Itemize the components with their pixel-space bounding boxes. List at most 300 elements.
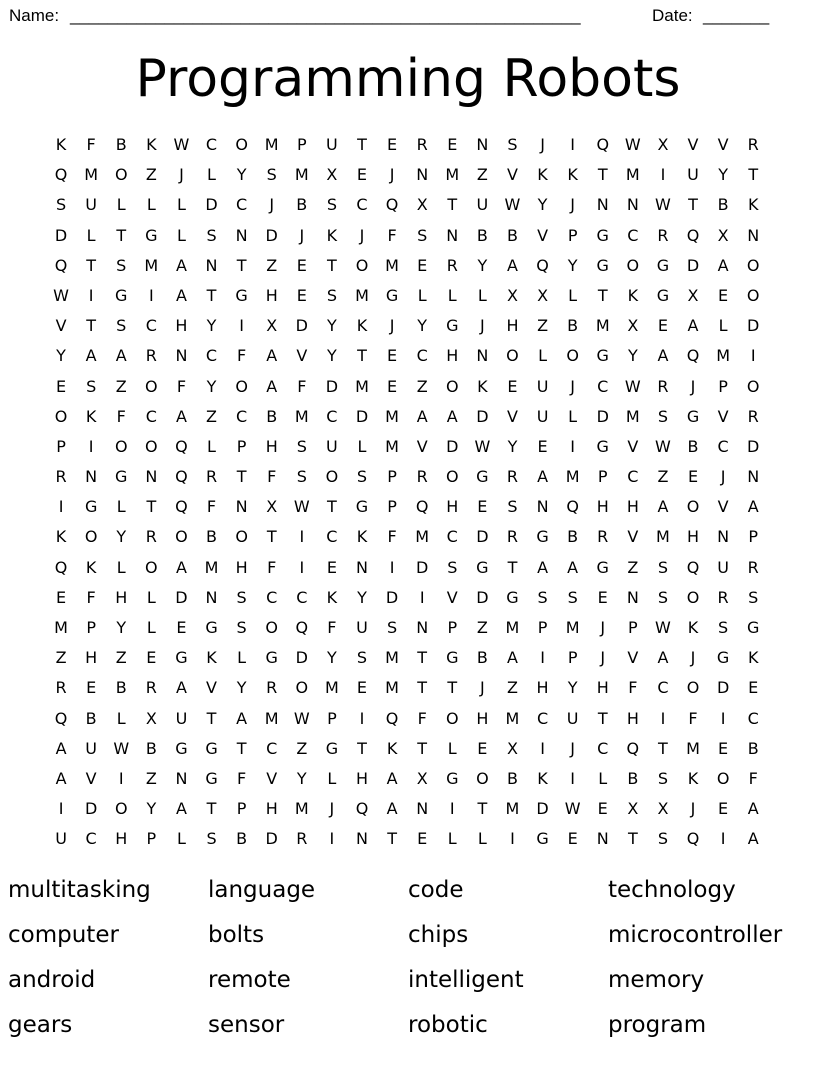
grid-letter: L <box>357 436 367 456</box>
grid-letter: P <box>56 436 66 456</box>
grid-letter: S <box>748 587 759 607</box>
grid-letter: R <box>205 467 218 487</box>
grid-letter: N <box>596 195 609 215</box>
grid-letter: Q <box>175 436 188 456</box>
grid-letter: M <box>385 678 399 698</box>
grid-letter: U <box>717 557 729 577</box>
grid-letter: C <box>326 527 338 547</box>
grid-letter: O <box>506 346 519 366</box>
grid-letter: V <box>446 587 458 607</box>
grid-letter: T <box>357 738 367 758</box>
date-label: Date: <box>652 6 693 25</box>
grid-row <box>46 190 776 220</box>
grid-letter: J <box>389 316 395 336</box>
grid-letter: G <box>446 316 459 336</box>
grid-row <box>46 704 776 734</box>
grid-letter: K <box>386 738 398 758</box>
grid-letter: M <box>355 285 369 305</box>
grid-letter: Y <box>357 587 367 607</box>
grid-letter: E <box>55 587 67 607</box>
grid-letter: P <box>718 376 728 396</box>
grid-letter: J <box>179 165 184 185</box>
grid-letter: T <box>387 829 397 849</box>
grid-letter: I <box>570 768 575 788</box>
grid-letter: N <box>476 135 489 154</box>
grid-letter: Y <box>327 316 337 336</box>
grid-letter: G <box>205 768 218 788</box>
grid-letter: O <box>445 467 459 487</box>
grid-letter: G <box>747 618 760 637</box>
grid-letter: Z <box>506 678 518 698</box>
grid-letter: E <box>417 829 428 849</box>
grid-letter: C <box>597 738 609 758</box>
word-bank-item: intelligent <box>408 967 524 993</box>
grid-letter: A <box>747 829 759 849</box>
grid-letter: M <box>144 255 159 275</box>
grid-letter: I <box>570 436 575 456</box>
grid-letter: N <box>145 467 158 487</box>
word-bank-item: computer <box>8 922 119 948</box>
grid-letter: Q <box>355 799 369 819</box>
grid-letter: A <box>747 799 759 819</box>
grid-letter: S <box>417 225 428 245</box>
grid-letter: R <box>446 255 458 275</box>
grid-letter: M <box>565 618 580 637</box>
grid-letter: B <box>145 738 157 758</box>
grid-letter: C <box>266 587 278 607</box>
grid-letter: N <box>356 829 368 849</box>
grid-letter: D <box>205 195 218 215</box>
grid-letter: F <box>116 406 126 426</box>
grid-letter: K <box>55 527 67 547</box>
grid-letter: Z <box>476 165 488 185</box>
grid-letter: U <box>536 406 549 426</box>
grid-row <box>46 522 776 552</box>
grid-letter: N <box>747 225 760 245</box>
grid-letter: J <box>359 225 365 245</box>
grid-letter: A <box>175 557 187 577</box>
grid-letter: E <box>687 467 699 487</box>
grid-letter: Q <box>626 738 640 758</box>
grid-letter: C <box>747 708 759 728</box>
grid-letter: J <box>570 376 575 396</box>
name-label: Name: <box>9 6 60 25</box>
grid-letter: R <box>55 467 67 487</box>
grid-letter: T <box>417 738 428 758</box>
grid-letter: A <box>175 255 187 275</box>
grid-letter: A <box>416 406 428 426</box>
grid-letter: Q <box>415 497 429 517</box>
grid-letter: A <box>506 648 518 668</box>
grid-letter: F <box>86 587 96 607</box>
grid-letter: O <box>175 527 188 547</box>
grid-letter: Y <box>206 376 217 396</box>
grid-letter: L <box>146 618 156 637</box>
grid-letter: J <box>329 799 335 819</box>
grid-letter: C <box>536 708 549 728</box>
grid-letter: B <box>85 708 97 728</box>
grid-letter: T <box>627 829 638 849</box>
grid-letter: L <box>207 165 216 185</box>
grid-letter: I <box>299 557 305 577</box>
grid-letter: B <box>476 648 488 668</box>
grid-row <box>46 764 776 794</box>
grid-letter: Y <box>236 165 247 185</box>
grid-letter: Z <box>476 618 488 637</box>
grid-letter: N <box>596 829 609 849</box>
grid-letter: Z <box>115 376 127 396</box>
grid-letter: I <box>88 436 94 456</box>
grid-letter: V <box>537 225 549 245</box>
grid-letter: O <box>746 376 760 396</box>
grid-letter: O <box>84 527 98 547</box>
grid-letter: Y <box>116 527 127 547</box>
grid-letter: Z <box>145 768 157 788</box>
grid-letter: L <box>86 225 96 245</box>
grid-letter: R <box>747 557 759 577</box>
grid-letter: A <box>175 285 187 305</box>
grid-letter: G <box>656 285 670 305</box>
grid-letter: S <box>507 135 518 154</box>
grid-letter: T <box>236 255 247 275</box>
grid-letter: I <box>540 648 545 668</box>
grid-letter: G <box>476 557 489 577</box>
grid-letter: E <box>146 648 157 668</box>
grid-letter: G <box>175 738 188 758</box>
grid-letter: M <box>656 527 670 547</box>
grid-row <box>46 372 776 402</box>
grid-letter: K <box>326 587 338 607</box>
grid-letter: H <box>536 678 549 698</box>
grid-letter: T <box>507 557 518 577</box>
grid-letter: B <box>296 195 308 215</box>
grid-letter: D <box>716 678 730 698</box>
grid-letter: F <box>387 225 397 245</box>
grid-letter: Y <box>477 255 488 275</box>
grid-letter: C <box>627 467 639 487</box>
grid-letter: I <box>720 829 726 849</box>
grid-letter: F <box>327 618 337 637</box>
grid-letter: X <box>627 799 639 819</box>
grid-letter: V <box>296 346 308 366</box>
grid-letter: W <box>293 708 310 728</box>
grid-letter: Q <box>295 618 309 637</box>
grid-letter: M <box>505 708 520 728</box>
grid-letter: A <box>266 376 278 396</box>
grid-letter: A <box>657 648 669 668</box>
grid-letter: E <box>326 557 337 577</box>
grid-letter: B <box>506 768 518 788</box>
grid-letter: N <box>446 225 459 245</box>
grid-letter: J <box>570 195 575 215</box>
grid-letter: D <box>747 316 760 336</box>
grid-letter: A <box>506 255 518 275</box>
grid-row <box>46 130 776 160</box>
grid-letter: S <box>116 255 127 275</box>
grid-letter: A <box>55 738 67 758</box>
grid-letter: X <box>657 135 669 154</box>
grid-letter: C <box>205 346 218 366</box>
grid-letter: K <box>687 768 699 788</box>
grid-letter: Y <box>417 316 428 336</box>
grid-letter: Z <box>296 738 308 758</box>
grid-letter: L <box>477 285 487 305</box>
grid-letter: F <box>748 768 758 788</box>
grid-letter: F <box>237 768 247 788</box>
grid-letter: S <box>657 557 668 577</box>
grid-letter: O <box>145 376 158 396</box>
grid-letter: I <box>58 497 64 517</box>
grid-letter: A <box>386 799 398 819</box>
grid-letter: E <box>296 255 307 275</box>
grid-letter: J <box>389 165 395 185</box>
grid-letter: N <box>205 587 218 607</box>
grid-letter: Z <box>206 406 217 426</box>
grid-letter: P <box>567 648 578 668</box>
grid-letter: F <box>86 135 96 154</box>
grid-letter: S <box>236 618 247 637</box>
grid-letter: D <box>325 376 339 396</box>
grid-letter: D <box>416 557 429 577</box>
grid-letter: R <box>747 406 759 426</box>
grid-letter: T <box>327 255 337 275</box>
grid-letter: U <box>566 708 579 728</box>
grid-letter: L <box>327 768 337 788</box>
grid-letter: A <box>537 467 549 487</box>
grid-letter: C <box>266 738 278 758</box>
grid-letter: V <box>627 648 639 668</box>
grid-letter: T <box>447 195 458 215</box>
grid-letter: A <box>115 346 127 366</box>
grid-letter: R <box>506 527 519 547</box>
grid-letter: K <box>627 285 639 305</box>
grid-letter: T <box>597 708 608 728</box>
grid-letter: L <box>598 768 608 788</box>
grid-letter: P <box>327 708 337 728</box>
grid-row <box>46 734 776 764</box>
grid-letter: Q <box>54 165 68 185</box>
grid-letter: P <box>748 527 759 547</box>
grid-letter: M <box>264 708 279 728</box>
grid-letter: I <box>239 316 244 336</box>
name-field-line: ______________________________________________________ <box>70 6 581 25</box>
grid-letter: C <box>416 346 428 366</box>
grid-letter: X <box>627 316 639 336</box>
grid-letter: R <box>717 587 729 607</box>
word-row <box>8 868 808 913</box>
grid-letter: D <box>446 436 459 456</box>
grid-letter: U <box>85 195 97 215</box>
grid-letter: Q <box>175 467 188 487</box>
grid-letter: G <box>115 467 128 487</box>
grid-letter: V <box>506 165 518 185</box>
grid-letter: P <box>567 225 578 245</box>
grid-letter: D <box>536 799 549 819</box>
grid-letter: H <box>626 497 639 517</box>
grid-letter: P <box>146 829 157 849</box>
grid-letter: X <box>506 285 518 305</box>
grid-letter: V <box>506 406 518 426</box>
grid-letter: M <box>505 618 520 637</box>
grid-letter: T <box>146 497 157 517</box>
grid-letter: L <box>146 587 156 607</box>
grid-row <box>46 281 776 311</box>
grid-letter: G <box>205 618 218 637</box>
grid-letter: M <box>595 316 610 336</box>
grid-letter: B <box>236 829 248 849</box>
grid-letter: S <box>718 618 729 637</box>
grid-letter: K <box>85 557 97 577</box>
grid-letter: X <box>506 738 518 758</box>
grid-row <box>46 673 776 703</box>
grid-letter: C <box>236 195 248 215</box>
grid-letter: U <box>356 618 368 637</box>
grid-letter: T <box>206 799 217 819</box>
grid-letter: E <box>86 678 97 698</box>
grid-letter: Q <box>54 708 68 728</box>
grid-letter: Z <box>537 316 549 336</box>
word-bank-item: remote <box>208 967 291 993</box>
grid-letter: I <box>58 799 64 819</box>
grid-letter: G <box>686 406 700 426</box>
grid-letter: E <box>507 376 518 396</box>
grid-letter: M <box>625 406 640 426</box>
grid-letter: F <box>267 467 277 487</box>
grid-letter: A <box>747 497 759 517</box>
grid-letter: X <box>266 497 278 517</box>
grid-letter: O <box>445 376 459 396</box>
grid-row <box>46 583 776 613</box>
grid-row <box>46 553 776 583</box>
grid-letter: F <box>628 678 638 698</box>
grid-letter: X <box>657 799 669 819</box>
grid-letter: B <box>627 768 639 788</box>
grid-letter: I <box>660 165 666 185</box>
grid-letter: Q <box>596 135 610 154</box>
page-title: Programming Robots <box>135 49 681 109</box>
grid-letter: P <box>628 618 638 637</box>
grid-letter: S <box>657 406 668 426</box>
grid-letter: V <box>85 768 97 788</box>
grid-letter: D <box>355 406 369 426</box>
grid-letter: B <box>115 135 127 154</box>
grid-letter: S <box>206 225 217 245</box>
grid-letter: U <box>476 195 489 215</box>
grid-letter: D <box>476 527 489 547</box>
grid-letter: L <box>176 225 186 245</box>
grid-letter: T <box>206 708 217 728</box>
grid-letter: D <box>295 316 308 336</box>
grid-letter: A <box>175 678 187 698</box>
grid-letter: G <box>596 346 609 366</box>
word-bank-item: robotic <box>408 1012 488 1038</box>
grid-row <box>46 402 776 432</box>
grid-letter: M <box>294 799 309 819</box>
grid-letter: I <box>660 708 666 728</box>
grid-letter: T <box>447 678 458 698</box>
grid-letter: B <box>687 436 699 456</box>
grid-row <box>46 643 776 673</box>
grid-letter: M <box>294 165 309 185</box>
grid-letter: U <box>536 376 549 396</box>
grid-row <box>46 794 776 824</box>
grid-letter: C <box>145 406 157 426</box>
grid-letter: K <box>537 165 548 185</box>
grid-letter: S <box>567 587 578 607</box>
grid-letter: E <box>597 587 608 607</box>
grid-letter: A <box>175 799 187 819</box>
grid-letter: C <box>446 527 458 547</box>
grid-letter: T <box>86 255 97 275</box>
grid-letter: V <box>717 497 729 517</box>
grid-letter: I <box>118 768 124 788</box>
grid-letter: S <box>387 618 398 637</box>
grid-letter: I <box>419 587 425 607</box>
grid-letter: U <box>326 436 338 456</box>
grid-letter: N <box>626 195 639 215</box>
grid-letter: G <box>115 285 128 305</box>
grid-letter: L <box>568 285 578 305</box>
grid-letter: J <box>540 135 545 154</box>
grid-letter: S <box>55 195 67 215</box>
grid-letter: H <box>476 708 489 728</box>
grid-letter: T <box>327 497 337 517</box>
word-row <box>8 958 808 1003</box>
grid-letter: M <box>385 436 399 456</box>
grid-letter: E <box>356 678 368 698</box>
grid-letter: W <box>504 195 521 215</box>
grid-letter: T <box>597 165 608 185</box>
grid-letter: B <box>567 527 579 547</box>
grid-letter: V <box>55 316 67 336</box>
grid-letter: B <box>206 527 217 547</box>
grid-letter: W <box>655 436 671 456</box>
grid-letter: A <box>266 346 278 366</box>
grid-letter: X <box>687 285 699 305</box>
grid-letter: N <box>416 618 429 637</box>
grid-letter: M <box>264 135 279 154</box>
grid-letter: U <box>326 135 338 154</box>
grid-letter: L <box>237 648 247 668</box>
word-bank-item: language <box>208 877 316 903</box>
grid-letter: A <box>446 406 458 426</box>
grid-letter: G <box>656 255 670 275</box>
grid-letter: M <box>385 406 399 426</box>
grid-letter: L <box>116 497 126 517</box>
grid-letter: S <box>657 768 668 788</box>
grid-letter: K <box>55 135 67 154</box>
grid-letter: I <box>540 738 545 758</box>
grid-letter: T <box>266 527 277 547</box>
word-row <box>8 1003 808 1048</box>
grid-letter: O <box>355 255 369 275</box>
grid-letter: G <box>446 648 459 668</box>
grid-letter: T <box>688 195 698 215</box>
grid-letter: A <box>236 708 248 728</box>
grid-letter: G <box>716 648 730 668</box>
grid-letter: Y <box>567 255 578 275</box>
grid-letter: Y <box>537 195 548 215</box>
grid-letter: C <box>296 587 308 607</box>
word-bank-item: memory <box>608 967 705 993</box>
grid-letter: Y <box>206 316 217 336</box>
grid-letter: R <box>416 135 428 154</box>
grid-letter: E <box>447 135 458 154</box>
grid-letter: Y <box>627 346 638 366</box>
grid-letter: W <box>624 135 641 154</box>
grid-letter: H <box>235 557 248 577</box>
grid-letter: M <box>385 255 399 275</box>
